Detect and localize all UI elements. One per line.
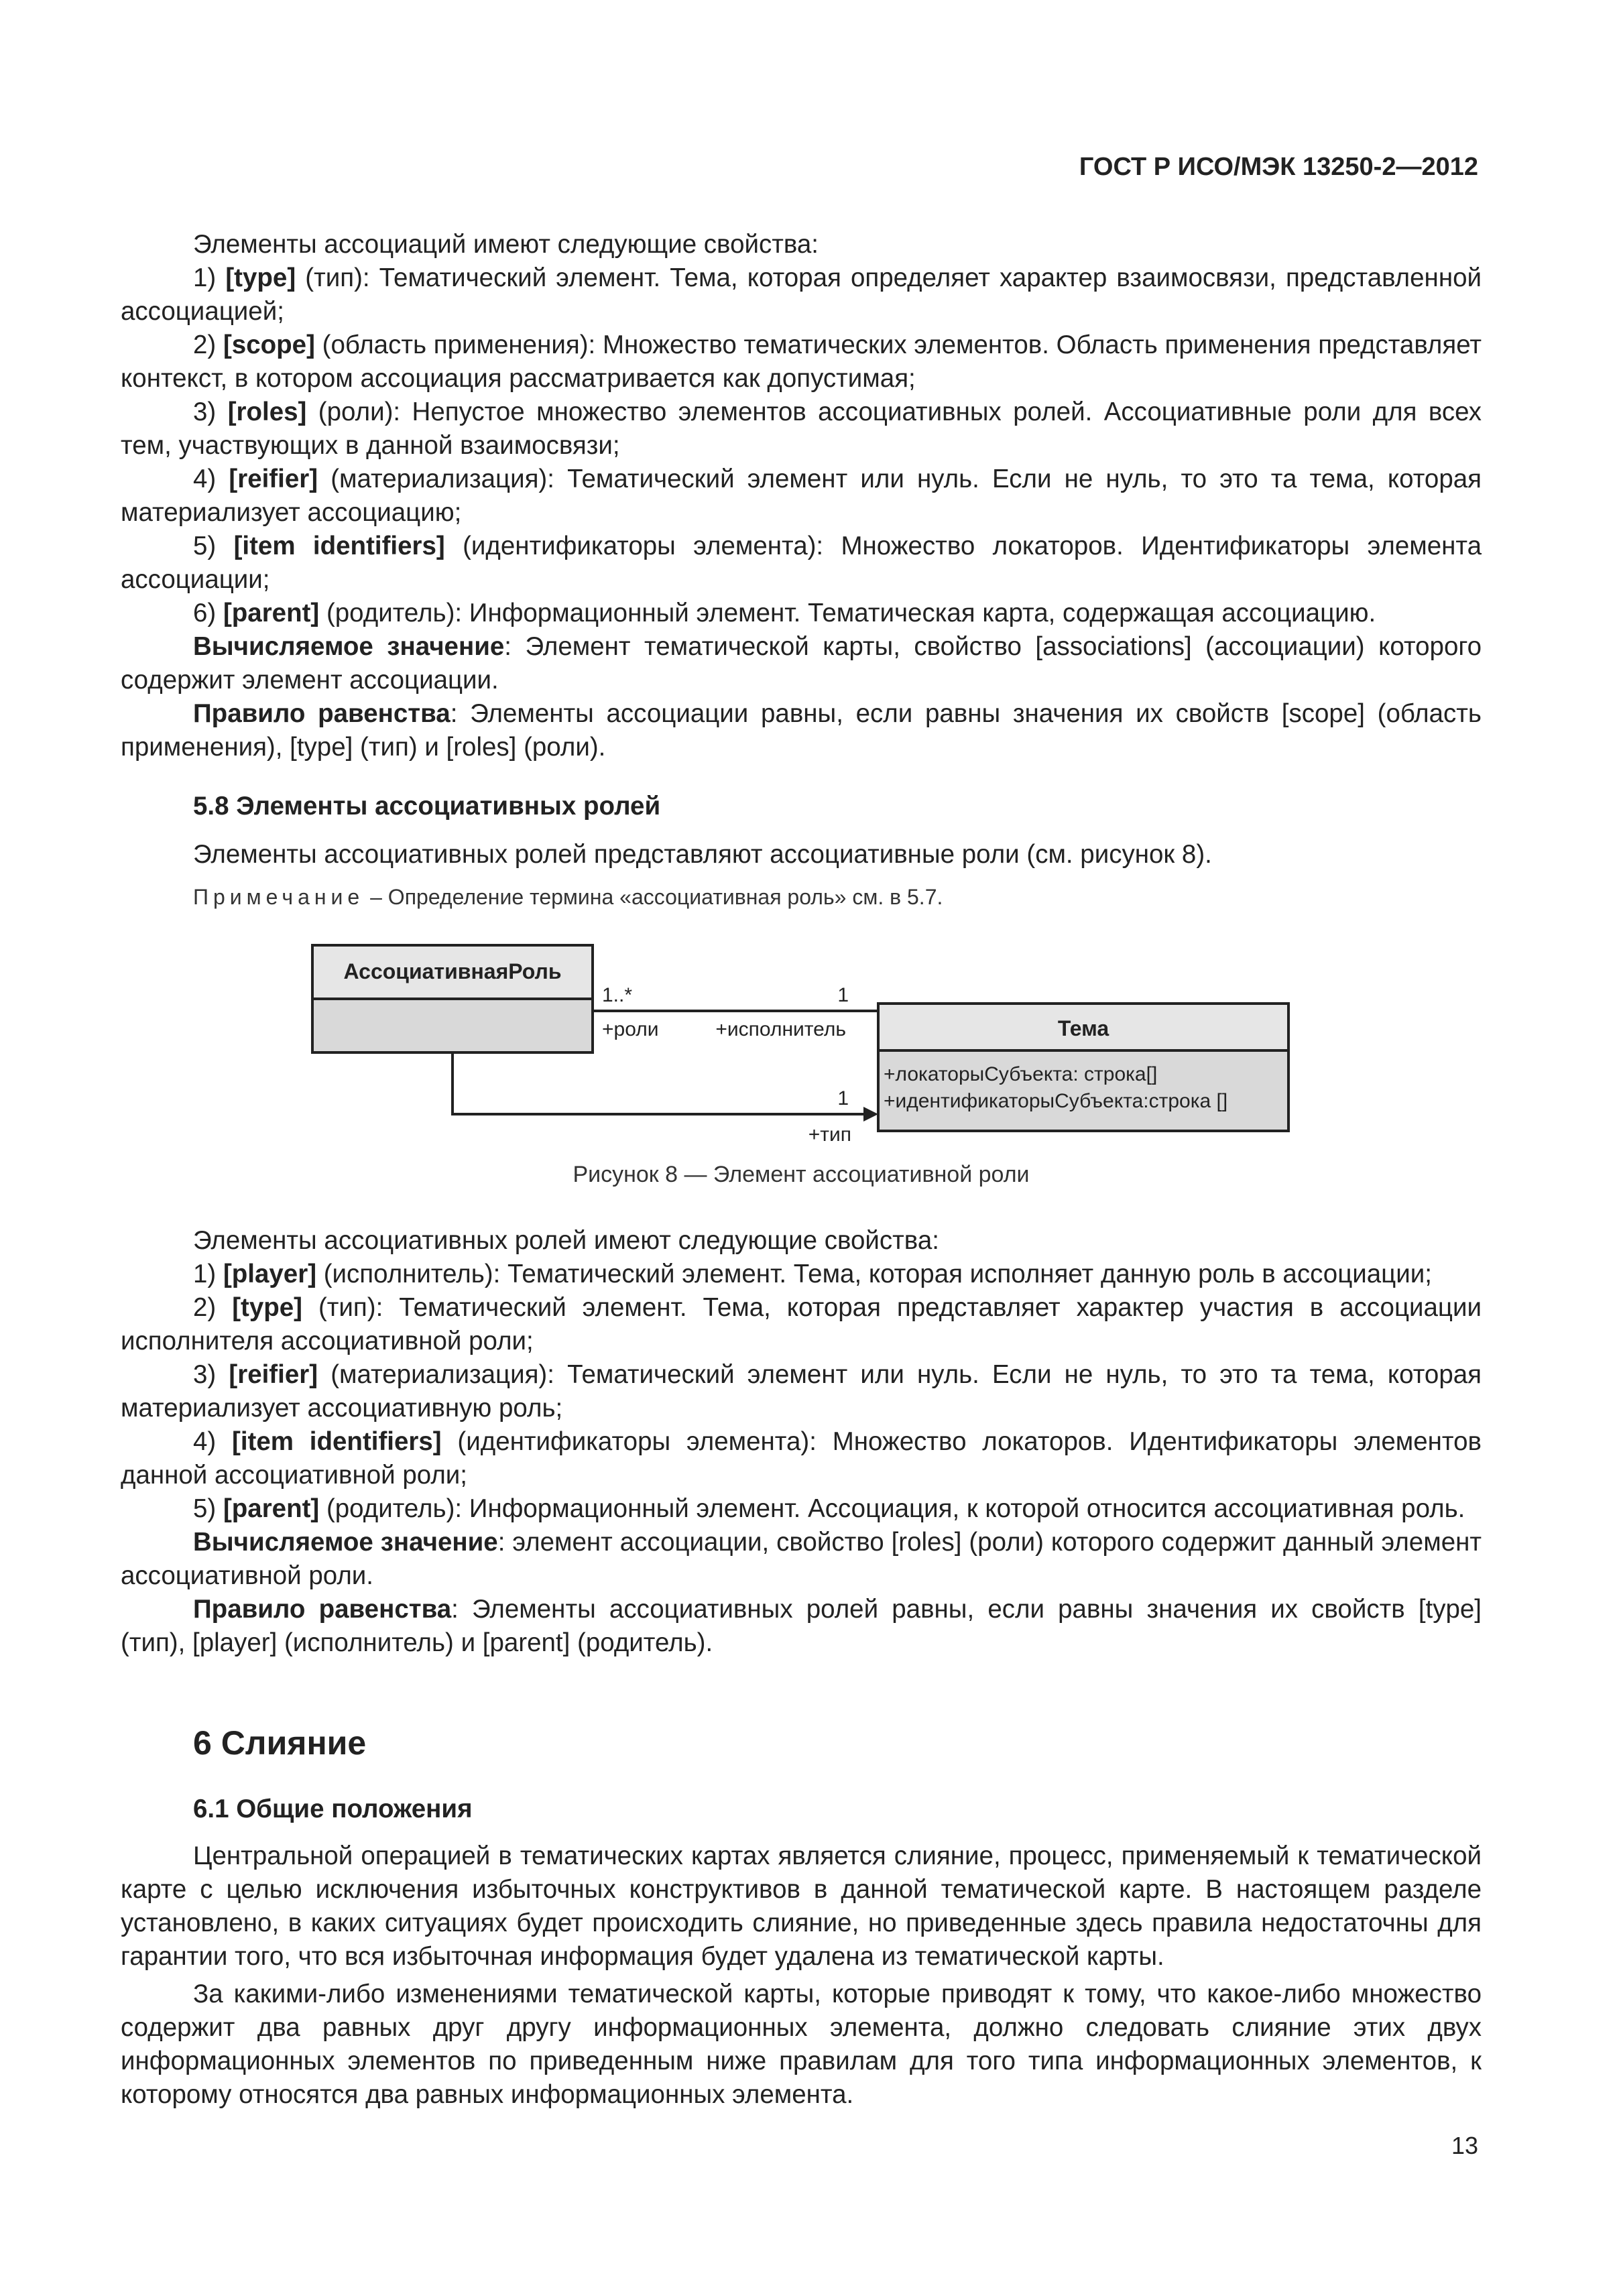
role-item-1: 1) [player] (исполнитель): Тематический элемент. Тема, которая исполняет данную роль в ассоциации; [193, 1260, 1432, 1288]
mult-roles: 1..* [602, 984, 633, 1006]
role-equality: Правило равенства: Элементы ассоциативных ролей равны, если равны значения их свойств [type] (тип), [player] (исполнитель) и [parent] (родитель). [121, 1595, 1482, 1657]
assoc-item-4: 4) [reifier] (материализация): Тематический элемент или нуль. Если не нуль, то это та тема, которая материализует ассоциацию; [121, 465, 1482, 527]
topic-attr-subject-identifiers: +идентификаторыСубъекта:строка [] [884, 1090, 1228, 1112]
assoc-item-5: 5) [item identifiers] (идентификаторы элемента): Множество локаторов. Идентификаторы элемента ассоциации; [121, 532, 1482, 594]
section-6-para-1: Центральной операцией в тематических картах является слияние, процесс, применяемый к тематической карте с целью исключения избыточных конструктивов в данной тематической карте. В настоящем разделе установлено, в каких ситуациях будет происходить слияние, но приведенные здесь правила недостаточны для гарантии того, что вся избыточная информация будет удалена из тематической карты. [121, 1841, 1482, 1971]
assoc-computed: Вычисляемое значение: Элемент тематической карты, свойство [associations] (ассоциации) которого содержит элемент ассоциации. [121, 632, 1482, 694]
class-name-associative-role: АссоциативнаяРоль [343, 959, 562, 983]
role-item-3: 3) [reifier] (материализация): Тематический элемент или нуль. Если не нуль, то это та тема, которая материализует ассоциативную роль; [121, 1360, 1482, 1423]
mult-type: 1 [837, 1087, 849, 1109]
assoc-item-6: 6) [parent] (родитель): Информационный элемент. Тематическая карта, содержащая ассоциацию. [193, 599, 1376, 627]
figure-caption: Рисунок 8 — Элемент ассоциативной роли [573, 1162, 1030, 1187]
assoc-item-3: 3) [roles] (роли): Непустое множество элементов ассоциативных ролей. Ассоциативные роли для всех тем, участвующих в данной взаимосвязи; [121, 398, 1482, 460]
section-6 [121, 1723, 1482, 2112]
role-properties [121, 1224, 1482, 1660]
section-5-8-heading: 5.8 Элементы ассоциативных ролей [193, 792, 661, 821]
role-item-5: 5) [parent] (родитель): Информационный элемент. Ассоциация, к которой относится ассоциативная роль. [193, 1494, 1465, 1523]
role-item-2: 2) [type] (тип): Тематический элемент. Тема, которая представляет характер участия в ассоциации исполнителя ассоциативной роли; [121, 1293, 1482, 1355]
arrowhead-type [863, 1107, 878, 1122]
assoc-intro: Элементы ассоциаций имеют следующие свойства: [193, 230, 819, 259]
assoc-item-1: 1) [type] (тип): Тематический элемент. Тема, которая определяет характер взаимосвязи, представленной ассоциацией; [121, 263, 1482, 326]
assoc-equality: Правило равенства: Элементы ассоциации равны, если равны значения их свойств [scope] (область применения), [type] (тип) и [roles] (роли). [121, 699, 1482, 762]
section-5-8-intro: Элементы ассоциативных ролей представляют ассоциативные роли (см. рисунок 8). [193, 840, 1212, 869]
role-computed: Вычисляемое значение: элемент ассоциации, свойство [roles] (роли) которого содержит данный элемент ассоциативной роли. [121, 1528, 1482, 1590]
section-6-1-heading: 6.1 Общие положения [193, 1795, 473, 1823]
role-label-player: +исполнитель [715, 1018, 846, 1040]
section-5-8-note: Примечание – Определение термина «ассоциативная роль» см. в 5.7. [193, 885, 943, 909]
section-6-heading: 6 Слияние [193, 1724, 367, 1762]
topic-attr-subject-locators: +локаторыСубъекта: строка[] [884, 1063, 1158, 1085]
role-item-4: 4) [item identifiers] (идентификаторы элемента): Множество локаторов. Идентификаторы элементов данной ассоциативной роли; [121, 1427, 1482, 1490]
page-number: 13 [1451, 2132, 1478, 2159]
role-intro: Элементы ассоциативных ролей имеют следующие свойства: [193, 1226, 939, 1255]
assoc-item-2: 2) [scope] (область применения): Множество тематических элементов. Область применения представляет контекст, в котором ассоциация рассматривается как допустимая; [121, 330, 1482, 393]
mult-player: 1 [837, 984, 849, 1006]
association-line-type [453, 1052, 869, 1114]
class-name-topic: Тема [1057, 1016, 1109, 1040]
section-6-para-2: За какими-либо изменениями тематической карты, которые приводят к тому, что какое-либо множество содержит два равных друг другу информационных элемента, должно следовать слияние этих двух информационных элементов по приведенным ниже правилам для того типа информационных элементов, к которому относятся два равных информационных элемента. [121, 1980, 1482, 2109]
document-header: ГОСТ Р ИСО/МЭК 13250-2—2012 [1079, 153, 1478, 181]
role-label-type: +тип [808, 1124, 851, 1146]
role-label-roles: +роли [602, 1018, 659, 1040]
